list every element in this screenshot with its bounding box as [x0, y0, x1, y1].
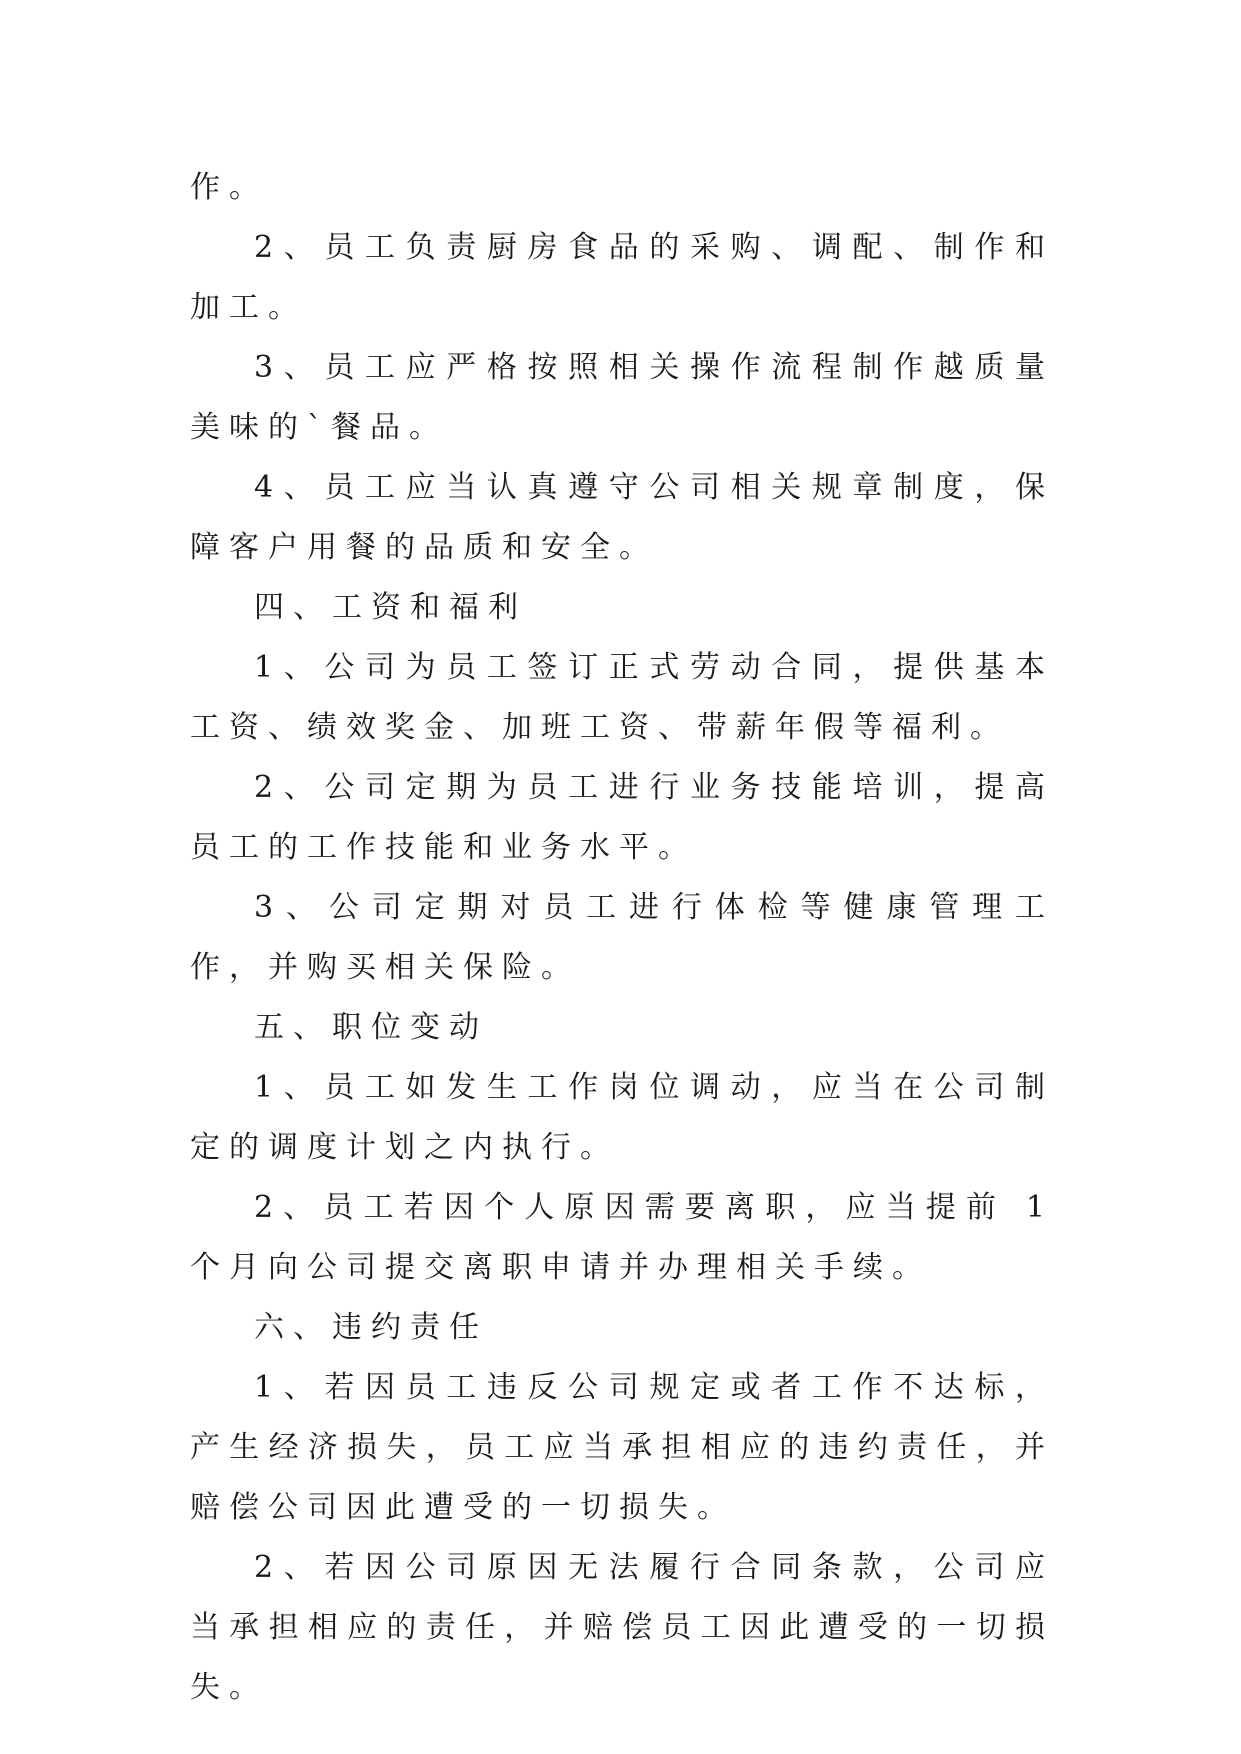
- paragraph-clause-3-2: 2、员工负责厨房食品的采购、调配、制作和加工。: [190, 230, 1054, 325]
- paragraph-clause-6-2: 2、若因公司原因无法履行合同条款，公司应当承担相应的责任，并赔偿员工因此遭受的一切损失。: [190, 1550, 1054, 1705]
- section-heading-6: 六、违约责任: [254, 1310, 488, 1345]
- section-heading-5: 五、职位变动: [254, 1010, 488, 1045]
- paragraph-clause-4-1: 1、公司为员工签订正式劳动合同，提供基本工资、绩效奖金、加班工资、带薪年假等福利。: [190, 650, 1054, 745]
- paragraph-clause-5-1: 1、员工如发生工作岗位调动，应当在公司制定的调度计划之内执行。: [190, 1070, 1054, 1165]
- section-heading-4: 四、工资和福利: [254, 590, 527, 625]
- paragraph-clause-6-1: 1、若因员工违反公司规定或者工作不达标，产生经济损失，员工应当承担相应的违约责任，并赔偿公司因此遭受的一切损失。: [190, 1370, 1054, 1525]
- document-page: [190, 158, 1054, 1718]
- paragraph-clause-3-3: 3、员工应严格按照相关操作流程制作越质量美味的`餐品。: [190, 350, 1054, 445]
- paragraph-continuation: 作。: [190, 170, 268, 205]
- paragraph-clause-5-2: 2、员工若因个人原因需要离职，应当提前 1 个月向公司提交离职申请并办理相关手续。: [190, 1190, 1054, 1285]
- paragraph-clause-3-4: 4、员工应当认真遵守公司相关规章制度，保障客户用餐的品质和安全。: [190, 470, 1054, 565]
- paragraph-clause-4-2: 2、公司定期为员工进行业务技能培训，提高员工的工作技能和业务水平。: [190, 770, 1054, 865]
- paragraph-clause-4-3: 3、公司定期对员工进行体检等健康管理工作，并购买相关保险。: [190, 890, 1054, 985]
